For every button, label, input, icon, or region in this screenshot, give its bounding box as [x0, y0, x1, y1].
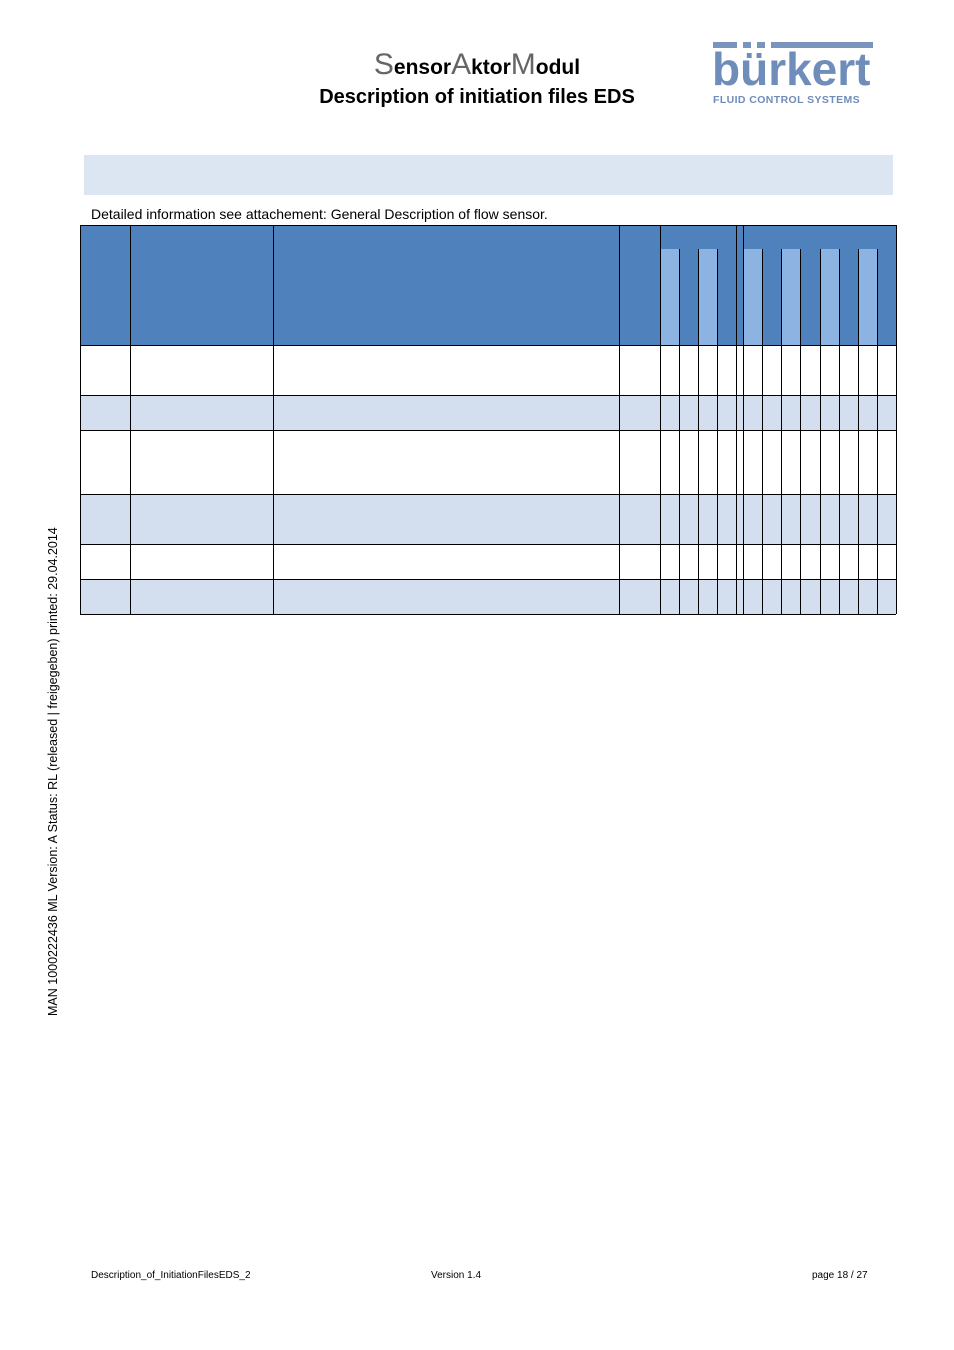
table-row-6: [80, 579, 896, 614]
table-row-3: [80, 430, 896, 494]
title-rest-s: ensor: [393, 56, 452, 79]
group-2-subheader-5: [820, 249, 839, 345]
group-1-subheader-3: [698, 249, 717, 345]
title-rest-m: odul: [535, 56, 581, 79]
title-rest-a: ktor: [471, 56, 511, 79]
attachment-note: Detailed information see attachement: General Description of flow sensor.: [91, 206, 548, 222]
document-subtitle: Description of initiation files EDS: [319, 86, 635, 108]
table-row-1: [80, 345, 896, 395]
document-status-sidebar: MAN 1000222436 ML Version: A Status: RL (released | freigegeben) printed: 29.04.2014: [46, 527, 60, 1016]
logo-tagline: FLUID CONTROL SYSTEMS: [713, 94, 861, 106]
group-2-subheader-7: [858, 249, 877, 345]
footer-filename: Description_of_InitiationFilesEDS_2: [91, 1270, 251, 1281]
title-cap-a: A: [451, 48, 472, 81]
footer-version: Version 1.4: [431, 1270, 482, 1281]
footer-page-number: page 18 / 27: [812, 1270, 868, 1281]
table-row-2: [80, 395, 896, 430]
group-2-subheader-1: [743, 249, 762, 345]
table-row-4: [80, 494, 896, 544]
title-cap-m: M: [510, 48, 536, 81]
table-row-5: [80, 544, 896, 579]
table-header-row: [80, 225, 896, 345]
group-1-subheader-1: [660, 249, 679, 345]
title-cap-s: S: [373, 48, 394, 81]
logo-wordmark: bürkert: [712, 43, 871, 95]
group-2-subheader-3: [781, 249, 800, 345]
